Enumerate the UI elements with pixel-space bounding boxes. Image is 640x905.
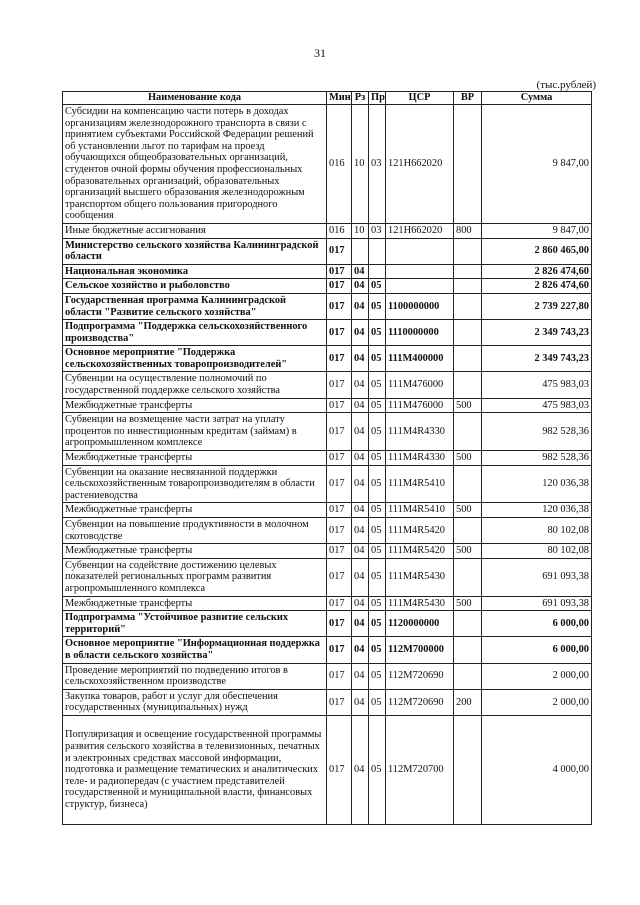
row-vr xyxy=(454,346,482,372)
row-rz: 04 xyxy=(352,372,369,398)
row-pr: 05 xyxy=(369,558,386,596)
row-min: 017 xyxy=(327,451,352,466)
row-vr xyxy=(454,663,482,689)
row-min: 017 xyxy=(327,465,352,503)
row-vr: 800 xyxy=(454,223,482,238)
budget-table xyxy=(62,91,592,825)
row-min: 017 xyxy=(327,398,352,413)
row-sum: 6 000,00 xyxy=(482,637,592,663)
row-rz: 10 xyxy=(352,223,369,238)
row-sum: 2 826 474,60 xyxy=(482,279,592,294)
row-csr: 121Н662020 xyxy=(386,223,454,238)
row-name: Межбюджетные трансферты xyxy=(63,596,327,611)
row-name: Межбюджетные трансферты xyxy=(63,503,327,518)
row-pr: 05 xyxy=(369,398,386,413)
row-vr: 500 xyxy=(454,398,482,413)
row-rz: 04 xyxy=(352,611,369,637)
row-min: 017 xyxy=(327,715,352,824)
row-min: 017 xyxy=(327,558,352,596)
row-min: 017 xyxy=(327,293,352,319)
row-vr xyxy=(454,715,482,824)
row-vr xyxy=(454,637,482,663)
row-vr xyxy=(454,518,482,544)
row-sum: 9 847,00 xyxy=(482,105,592,224)
row-pr xyxy=(369,238,386,264)
row-sum: 4 000,00 xyxy=(482,715,592,824)
row-csr: 111М476000 xyxy=(386,372,454,398)
row-pr: 05 xyxy=(369,663,386,689)
header-min: Мин xyxy=(327,92,352,105)
row-vr xyxy=(454,320,482,346)
row-pr: 05 xyxy=(369,465,386,503)
row-vr xyxy=(454,279,482,294)
table-row xyxy=(63,320,592,346)
row-csr xyxy=(386,279,454,294)
row-pr: 03 xyxy=(369,105,386,224)
row-csr: 112М720690 xyxy=(386,689,454,715)
row-csr: 1110000000 xyxy=(386,320,454,346)
units-label: (тыс.рублей) xyxy=(536,79,596,91)
row-csr: 111М4R5420 xyxy=(386,518,454,544)
row-rz: 10 xyxy=(352,105,369,224)
row-rz: 04 xyxy=(352,715,369,824)
row-rz: 04 xyxy=(352,544,369,559)
row-rz: 04 xyxy=(352,518,369,544)
row-csr: 111М4R5420 xyxy=(386,544,454,559)
row-rz: 04 xyxy=(352,398,369,413)
table-row xyxy=(63,637,592,663)
table-row xyxy=(63,293,592,319)
row-rz: 04 xyxy=(352,320,369,346)
table-row xyxy=(63,544,592,559)
row-pr xyxy=(369,264,386,279)
table-row xyxy=(63,715,592,824)
table-row xyxy=(63,451,592,466)
row-pr: 05 xyxy=(369,279,386,294)
row-rz: 04 xyxy=(352,465,369,503)
row-csr: 111М400000 xyxy=(386,346,454,372)
header-csr: ЦСР xyxy=(386,92,454,105)
row-csr: 1120000000 xyxy=(386,611,454,637)
row-rz: 04 xyxy=(352,637,369,663)
row-pr: 05 xyxy=(369,346,386,372)
row-csr: 111М4R5410 xyxy=(386,503,454,518)
row-min: 017 xyxy=(327,346,352,372)
table-row xyxy=(63,413,592,451)
row-min: 017 xyxy=(327,637,352,663)
row-sum: 982 528,36 xyxy=(482,451,592,466)
row-pr: 05 xyxy=(369,637,386,663)
row-name: Межбюджетные трансферты xyxy=(63,398,327,413)
row-csr: 112М720700 xyxy=(386,715,454,824)
row-rz: 04 xyxy=(352,596,369,611)
row-vr xyxy=(454,238,482,264)
row-name: Субвенции на осуществление полномочий по государственной поддержке сельского хозяйства xyxy=(63,372,327,398)
row-name: Иные бюджетные ассигнования xyxy=(63,223,327,238)
table-row xyxy=(63,689,592,715)
row-sum: 2 349 743,23 xyxy=(482,346,592,372)
table-row xyxy=(63,372,592,398)
row-csr: 111М4R4330 xyxy=(386,451,454,466)
row-name: Субвенции на повышение продуктивности в молочном скотоводстве xyxy=(63,518,327,544)
row-name: Национальная экономика xyxy=(63,264,327,279)
table-row xyxy=(63,264,592,279)
row-rz: 04 xyxy=(352,503,369,518)
table-header-row xyxy=(63,92,592,105)
row-rz xyxy=(352,238,369,264)
row-name: Министерство сельского хозяйства Калининградской области xyxy=(63,238,327,264)
row-vr xyxy=(454,372,482,398)
row-sum: 2 000,00 xyxy=(482,663,592,689)
row-name: Межбюджетные трансферты xyxy=(63,544,327,559)
row-pr: 05 xyxy=(369,715,386,824)
row-rz: 04 xyxy=(352,346,369,372)
table-row xyxy=(63,558,592,596)
row-rz: 04 xyxy=(352,451,369,466)
table-row xyxy=(63,105,592,224)
row-vr: 500 xyxy=(454,503,482,518)
row-pr: 05 xyxy=(369,611,386,637)
row-vr: 200 xyxy=(454,689,482,715)
row-csr: 111М4R5430 xyxy=(386,558,454,596)
row-sum: 120 036,38 xyxy=(482,465,592,503)
row-min: 017 xyxy=(327,544,352,559)
row-vr xyxy=(454,558,482,596)
row-csr xyxy=(386,264,454,279)
row-sum: 2 860 465,00 xyxy=(482,238,592,264)
row-csr xyxy=(386,238,454,264)
row-vr xyxy=(454,465,482,503)
table-row xyxy=(63,611,592,637)
row-min: 017 xyxy=(327,264,352,279)
row-vr xyxy=(454,413,482,451)
table-row xyxy=(63,663,592,689)
table-row xyxy=(63,223,592,238)
row-pr: 05 xyxy=(369,372,386,398)
row-csr: 112М720690 xyxy=(386,663,454,689)
row-csr: 111М4R5410 xyxy=(386,465,454,503)
row-min: 017 xyxy=(327,596,352,611)
row-sum: 2 349 743,23 xyxy=(482,320,592,346)
row-csr: 111М4R5430 xyxy=(386,596,454,611)
row-sum: 691 093,38 xyxy=(482,596,592,611)
row-name: Популяризация и освещение государственной программы развития сельского хозяйства в телевизионных, печатных и электронных средствах массовой информации, подготовка и размещение тематических и аналитических теле- и радиопередач (с участием представителей государственной и муниципальной власти, финансовых структур, бизнеса) xyxy=(63,715,327,824)
row-pr: 05 xyxy=(369,451,386,466)
row-vr xyxy=(454,105,482,224)
row-name: Субсидии на компенсацию части потерь в доходах организациям железнодорожного транспорта в связи с принятием субъектами Российской Федерации решений об установлении льгот по тарифам на проезд обучающихся общеобразовательных организаций, студентов очной формы обучения профессиональных образовательных организаций, образовательных организаций высшего образования железнодорожным транспортом общего пользования пригородного сообщения xyxy=(63,105,327,224)
row-name: Субвенции на оказание несвязанной поддержки сельскохозяйственным товаропроизводителям в области растениеводства xyxy=(63,465,327,503)
row-min: 017 xyxy=(327,320,352,346)
row-pr: 05 xyxy=(369,689,386,715)
row-rz: 04 xyxy=(352,689,369,715)
table-row xyxy=(63,465,592,503)
header-pr: Пр xyxy=(369,92,386,105)
row-sum: 2 739 227,80 xyxy=(482,293,592,319)
table-row xyxy=(63,596,592,611)
row-vr xyxy=(454,264,482,279)
header-rz: Рз xyxy=(352,92,369,105)
row-pr: 05 xyxy=(369,293,386,319)
row-name: Межбюджетные трансферты xyxy=(63,451,327,466)
table-row xyxy=(63,238,592,264)
row-name: Субвенции на возмещение части затрат на уплату процентов по инвестиционным кредитам (займам) в агропромышленном комплексе xyxy=(63,413,327,451)
row-sum: 2 826 474,60 xyxy=(482,264,592,279)
row-name: Закупка товаров, работ и услуг для обеспечения государственных (муниципальных) нужд xyxy=(63,689,327,715)
row-sum: 9 847,00 xyxy=(482,223,592,238)
row-name: Подпрограмма "Устойчивое развитие сельских территорий" xyxy=(63,611,327,637)
row-sum: 475 983,03 xyxy=(482,372,592,398)
row-min: 017 xyxy=(327,518,352,544)
row-pr: 05 xyxy=(369,413,386,451)
row-name: Подпрограмма "Поддержка сельскохозяйственного производства" xyxy=(63,320,327,346)
row-name: Проведение мероприятий по подведению итогов в сельскохозяйственном производстве xyxy=(63,663,327,689)
row-min: 017 xyxy=(327,279,352,294)
row-name: Основное мероприятие "Поддержка сельскохозяйственных товаропроизводителей" xyxy=(63,346,327,372)
row-vr: 500 xyxy=(454,451,482,466)
row-pr: 05 xyxy=(369,503,386,518)
row-sum: 120 036,38 xyxy=(482,503,592,518)
row-name: Основное мероприятие "Информационная поддержка в области сельского хозяйства" xyxy=(63,637,327,663)
row-sum: 2 000,00 xyxy=(482,689,592,715)
row-rz: 04 xyxy=(352,413,369,451)
row-rz: 04 xyxy=(352,558,369,596)
page-number: 31 xyxy=(314,46,326,60)
row-vr: 500 xyxy=(454,596,482,611)
row-rz: 04 xyxy=(352,663,369,689)
row-vr: 500 xyxy=(454,544,482,559)
row-csr: 121Н662020 xyxy=(386,105,454,224)
row-sum: 6 000,00 xyxy=(482,611,592,637)
table-row xyxy=(63,346,592,372)
row-min: 017 xyxy=(327,238,352,264)
row-name: Государственная программа Калининградской области "Развитие сельского хозяйства" xyxy=(63,293,327,319)
row-csr: 1100000000 xyxy=(386,293,454,319)
row-pr: 05 xyxy=(369,518,386,544)
row-sum: 475 983,03 xyxy=(482,398,592,413)
row-name: Субвенции на содействие достижению целевых показателей региональных программ развития агропромышленного комплекса xyxy=(63,558,327,596)
row-vr xyxy=(454,293,482,319)
row-min: 017 xyxy=(327,503,352,518)
row-csr: 112М700000 xyxy=(386,637,454,663)
row-rz: 04 xyxy=(352,264,369,279)
row-sum: 982 528,36 xyxy=(482,413,592,451)
header-sum: Сумма xyxy=(482,92,592,105)
row-pr: 05 xyxy=(369,320,386,346)
row-sum: 80 102,08 xyxy=(482,544,592,559)
table-row xyxy=(63,398,592,413)
row-name: Сельское хозяйство и рыболовство xyxy=(63,279,327,294)
table-row xyxy=(63,503,592,518)
table-row xyxy=(63,279,592,294)
row-pr: 03 xyxy=(369,223,386,238)
row-csr: 111М476000 xyxy=(386,398,454,413)
header-name: Наименование кода xyxy=(63,92,327,105)
row-sum: 80 102,08 xyxy=(482,518,592,544)
table-row xyxy=(63,518,592,544)
row-min: 017 xyxy=(327,689,352,715)
header-vr: ВР xyxy=(454,92,482,105)
row-min: 017 xyxy=(327,372,352,398)
row-min: 016 xyxy=(327,105,352,224)
row-min: 017 xyxy=(327,413,352,451)
row-min: 017 xyxy=(327,663,352,689)
row-pr: 05 xyxy=(369,544,386,559)
row-min: 016 xyxy=(327,223,352,238)
row-vr xyxy=(454,611,482,637)
row-min: 017 xyxy=(327,611,352,637)
row-pr: 05 xyxy=(369,596,386,611)
row-sum: 691 093,38 xyxy=(482,558,592,596)
row-rz: 04 xyxy=(352,279,369,294)
row-csr: 111М4R4330 xyxy=(386,413,454,451)
row-rz: 04 xyxy=(352,293,369,319)
